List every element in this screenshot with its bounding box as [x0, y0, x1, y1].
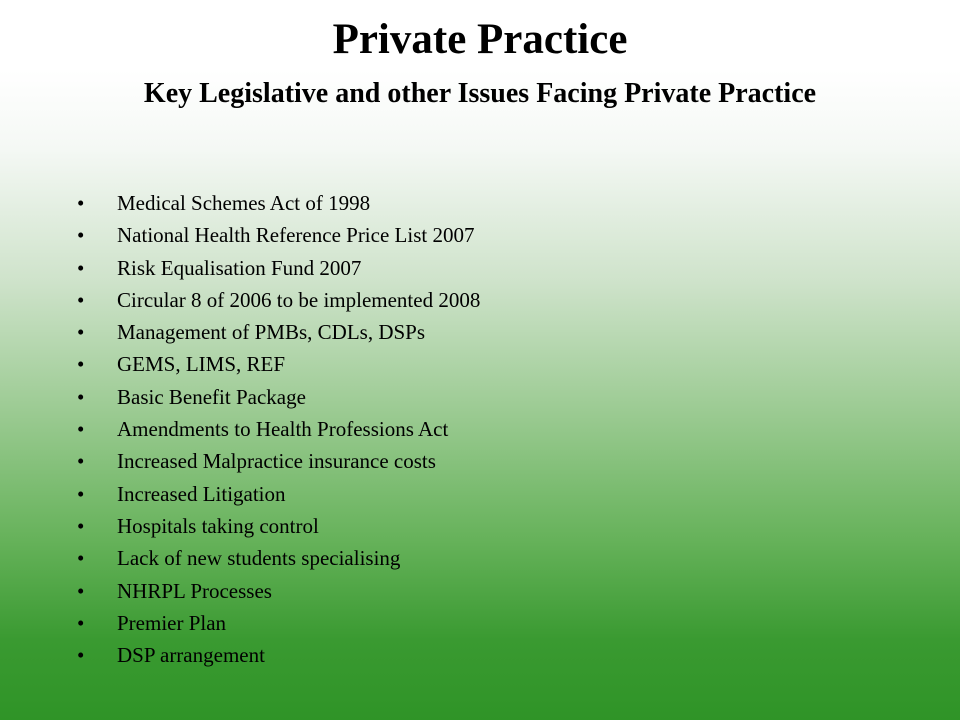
- bullet-text: National Health Reference Price List 2007: [117, 223, 475, 248]
- slide-title: Private Practice: [332, 16, 628, 63]
- bullet-item: [77, 445, 480, 477]
- bullet-item: [77, 542, 480, 574]
- bullet-item: [77, 187, 480, 219]
- bullet-icon: •: [77, 191, 85, 215]
- bullet-text: Risk Equalisation Fund 2007: [117, 255, 362, 280]
- bullet-item: [77, 348, 480, 380]
- bullet-text: Lack of new students specialising: [117, 546, 401, 571]
- bullet-icon: •: [77, 384, 85, 409]
- bullet-text: Hospitals taking control: [117, 513, 319, 538]
- bullet-icon: •: [77, 287, 85, 312]
- bullet-icon: •: [77, 610, 85, 635]
- bullet-icon: •: [77, 352, 85, 377]
- bullet-item: [77, 252, 480, 284]
- bullet-icon: •: [77, 481, 85, 506]
- bullet-text: DSP arrangement: [117, 643, 265, 668]
- bullet-item: [77, 413, 480, 445]
- bullet-text: Basic Benefit Package: [117, 384, 306, 409]
- slide-subtitle: Key Legislative and other Issues Facing Private Practice: [143, 78, 817, 109]
- bullet-list: [77, 187, 480, 671]
- bullet-item: [77, 284, 480, 316]
- bullet-icon: •: [77, 223, 85, 248]
- bullet-text: Amendments to Health Professions Act: [117, 417, 449, 442]
- bullet-text: NHRPL Processes: [117, 578, 272, 603]
- bullet-item: [77, 510, 480, 542]
- bullet-item: [77, 316, 480, 348]
- bullet-text: Circular 8 of 2006 to be implemented 2008: [117, 287, 481, 312]
- bullet-icon: •: [77, 449, 85, 474]
- bullet-text: Increased Litigation: [117, 481, 286, 506]
- bullet-icon: •: [77, 578, 85, 603]
- bullet-icon: •: [77, 546, 85, 571]
- bullet-item: [77, 478, 480, 510]
- bullet-icon: •: [77, 417, 85, 442]
- bullet-item: [77, 575, 480, 607]
- bullet-icon: •: [77, 255, 85, 280]
- bullet-icon: •: [77, 513, 85, 538]
- bullet-text: GEMS, LIMS, REF: [117, 352, 286, 377]
- bullet-item: [77, 219, 480, 251]
- bullet-text: Premier Plan: [117, 610, 227, 635]
- bullet-text: Management of PMBs, CDLs, DSPs: [117, 320, 426, 345]
- bullet-text: Increased Malpractice insurance costs: [117, 449, 436, 474]
- bullet-item: [77, 639, 480, 671]
- bullet-text: Medical Schemes Act of 1998: [117, 191, 371, 215]
- bullet-item: [77, 607, 480, 639]
- bullet-item: [77, 381, 480, 413]
- bullet-icon: •: [77, 643, 85, 668]
- bullet-icon: •: [77, 320, 85, 345]
